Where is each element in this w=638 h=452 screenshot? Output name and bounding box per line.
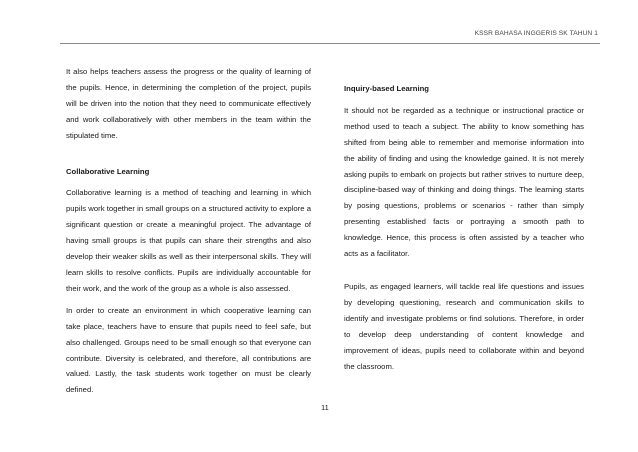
left-column (66, 64, 311, 398)
inquiry-paragraph-1: It should not be regarded as a technique or instructional practice or method used to teach a subject. The ability to know something has shifted from being able to remember and memorise information into the ability of finding and using the knowledge gained. It is not merely asking pupils to embark on projects but rather strives to nurture deep, discipline-based way of thinking and doing things. The learning starts by posing questions, problems or scenarios - rather than simply presenting established facts or portraying a smooth path to knowledge. Hence, this process is often assisted by a teacher who acts as a facilitator. (344, 105, 584, 259)
inquiry-paragraph-2: Pupils, as engaged learners, will tackle real life questions and issues by developing questioning, research and communication skills to identify and investigate problems or find solutions. Therefore, in order to develop deep understanding of content knowledge and improvement of ideas, pupils need to collaborate within and beyond the classroom. (344, 281, 584, 371)
header-divider (60, 43, 600, 44)
page-number: 11 (321, 403, 329, 412)
collaborative-paragraph-1: Collaborative learning is a method of teaching and learning in which pupils work together in small groups on a structured activity to explore a significant question or create a meaningful project. The advantage of having small groups is that pupils can share their strengths and also develop their weaker skills as well as their interpersonal skills. They will learn skills to resolve conflicts. Pupils are individually accountable for their work, and the work of the group as a whole is also assessed. (66, 188, 311, 293)
collaborative-learning-heading: Collaborative Learning (66, 166, 150, 176)
collaborative-paragraph-2: In order to create an environment in which cooperative learning can take place, teachers have to ensure that pupils need to feel safe, but also challenged. Groups need to be small enough so that everyone can contribute. Diversity is celebrated, and therefore, all contributions are valued. Lastly, the task students work together on must be clearly defined. (66, 305, 311, 395)
running-header: KSSR BAHASA INGGERIS SK TAHUN 1 (474, 30, 598, 37)
right-column (344, 81, 584, 374)
intro-paragraph: It also helps teachers assess the progress or the quality of learning of the pupils. Hence, in determining the completion of the project, pupils will be driven into the notion that they need to communicate effectively and work collaboratively with other members in the team within the stipulated time. (66, 67, 311, 140)
inquiry-learning-heading: Inquiry-based Learning (344, 84, 430, 93)
